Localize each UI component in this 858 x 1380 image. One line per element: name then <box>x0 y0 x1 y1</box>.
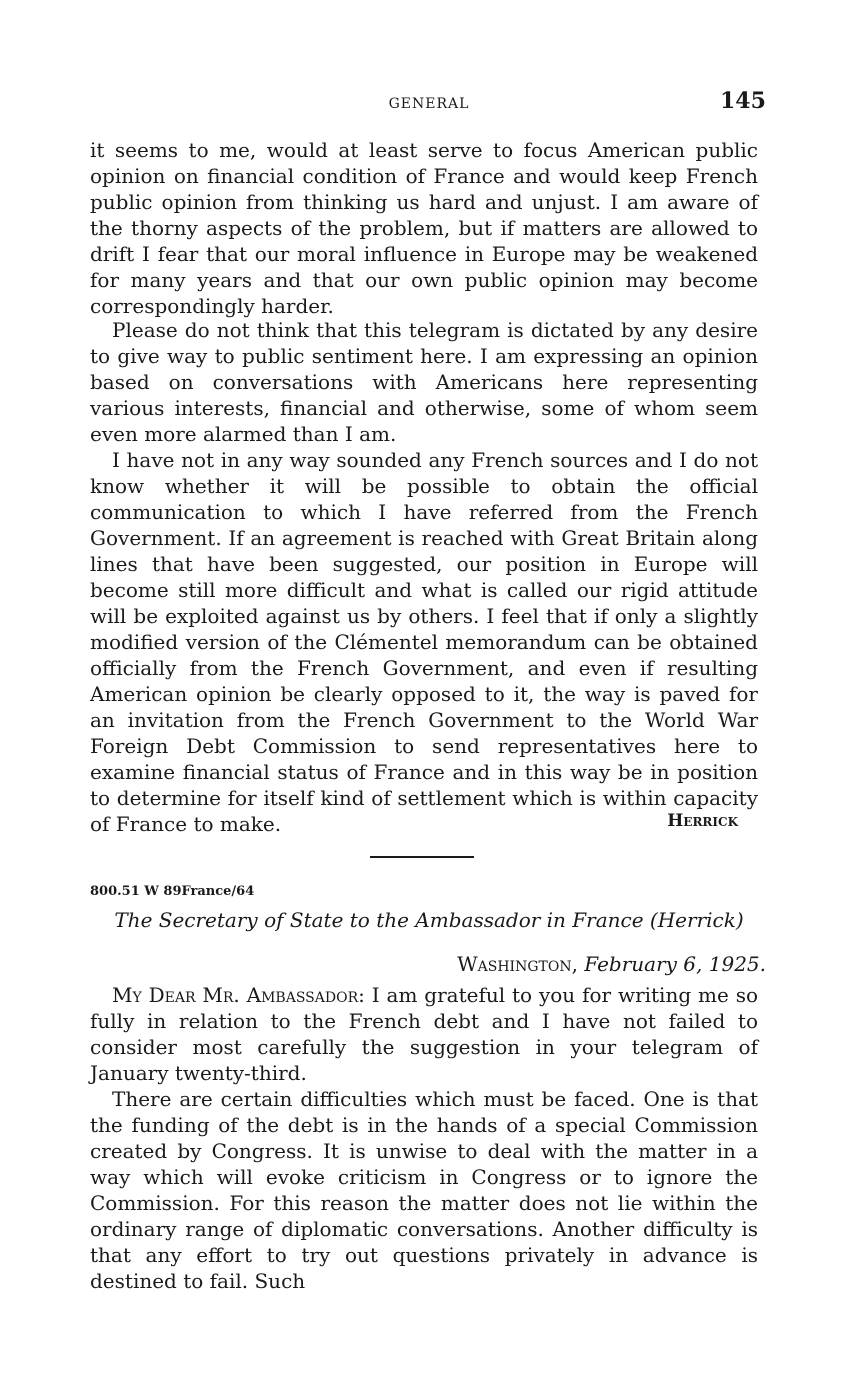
letter-paragraph-2: There are certain difficulties which must be faced. One is that the funding of the debt is in the hands of a special Commission created by Congress. It is unwise to deal with the matter in a way which will evoke criticism in Congress or to ignore the Commission. For this reason the matter does not lie within the ordinary range of diplomatic conversations. Another difficulty is that any effort to try out questions privately in advance is destined to fail. Such <box>90 1087 758 1293</box>
running-header: GENERAL <box>388 96 470 112</box>
place: Washington, <box>457 952 578 976</box>
telegram-paragraph-1: it seems to me, would at least serve to focus American public opinion on financial condition of France and would keep French public opinion from thinking us hard and unjust. I am aware of the thorny aspects of the problem, but if matters are allowed to drift I fear that our moral influence in Europe may be weakened for many years and that our own public opinion may become correspondingly harder. <box>90 138 758 318</box>
place-date-line <box>400 952 766 976</box>
letter-paragraph-1-text: I am grateful to you for writing me so fully in relation to the French debt and I have not failed to consider most carefully the suggestion in your telegram of January twenty-third. <box>90 983 759 1085</box>
telegram-paragraph-3: I have not in any way sounded any French sources and I do not know whether it will be possible to obtain the official communication to which I have referred from the French Government. If an agreement is reached with Great Britain along lines that have been suggested, our position in Europe will become still more difficult and what is called our rigid attitude will be exploited against us by others. I feel that if only a slightly modified version of the Clémentel memorandum can be obtained officially from the French Government, and even if resulting American opinion be clearly opposed to it, the way is paved for an invitation from the French Government to the World War Foreign Debt Commission to send representatives here to examine financial status of France and in this way be in position to determine for itself kind of settlement which is within capacity of France to make. <box>90 448 758 836</box>
salutation: My Dear Mr. Ambassador: <box>112 983 365 1007</box>
telegram-paragraph-2: Please do not think that this telegram is dictated by any desire to give way to public sentiment here. I am expressing an opinion based on conversations with Americans here representing various interests, financial and otherwise, some of whom seem even more alarmed than I am. <box>90 318 758 446</box>
date: February 6, 1925. <box>584 952 766 976</box>
file-number: 800.51 W 89France/64 <box>90 884 255 899</box>
telegram-signature: Herrick <box>667 811 738 831</box>
document-title: The Secretary of State to the Ambassador in France (Herrick) <box>114 908 744 932</box>
page-number: 145 <box>720 88 766 114</box>
section-divider <box>370 856 474 858</box>
letter-paragraph-1 <box>90 982 758 1086</box>
